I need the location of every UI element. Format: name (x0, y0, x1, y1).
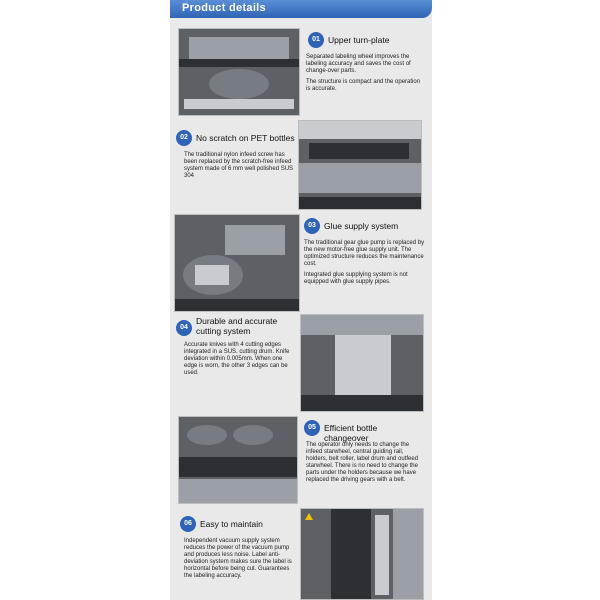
section-title: Durable and accurate cutting system (196, 316, 278, 336)
section-description: The traditional nylon infeed screw has been replaced by the scratch-free infeed system made of 6 mm well polished SUS 304 (184, 152, 294, 179)
warning-icon (305, 513, 313, 520)
section-title: Upper turn-plate (328, 35, 390, 45)
section-number-badge: 01 (308, 32, 324, 48)
infeed-system-photo (298, 120, 422, 210)
section-05 (170, 414, 432, 506)
cutting-drum-photo (300, 314, 424, 412)
section-title: Glue supply system (324, 221, 399, 231)
section-number-badge: 06 (180, 516, 196, 532)
section-number-badge: 05 (304, 420, 320, 436)
section-06 (170, 508, 432, 600)
section-description: Accurate knives with 4 cutting edges integrated in a SUS. cutting drum. Knife deviation within 0.005mm. When one edge is worn, the other 3 edges can be used. (184, 342, 290, 376)
section-02 (170, 120, 432, 210)
section-description: The traditional gear glue pump is replaced by the new motor-free glue supply unit. The optimized structure reduces the maintenance cost. Integrated glue supplying system is not equipped with glue supply pipes. (304, 240, 425, 285)
section-04 (170, 314, 432, 414)
section-03 (170, 212, 432, 312)
upper-turn-plate-photo (178, 28, 300, 116)
vacuum-system-photo (300, 508, 424, 600)
header-bar (170, 0, 432, 18)
section-number-badge: 04 (176, 320, 192, 336)
glue-supply-photo (174, 214, 300, 312)
section-number-badge: 02 (176, 130, 192, 146)
section-title: No scratch on PET bottles (196, 133, 295, 143)
section-description: Separated labeling wheel improves the labeling accuracy and saves the cost of change-over parts. The structure is compact and the operation is accurate. (306, 54, 421, 92)
section-01 (170, 26, 432, 116)
section-number-badge: 03 (304, 218, 320, 234)
bottle-changeover-photo (178, 416, 298, 504)
page-title: Product details (182, 2, 266, 14)
product-details-panel (170, 0, 432, 600)
section-description: The operator only needs to change the infeed starwheel, central guiding rail, holders, belt roller, label drum and outfeed starwheel. There is no need to change the parts under the holders because we have replaced the driving gears with a belt. (306, 442, 419, 483)
section-title: Easy to maintain (200, 519, 263, 529)
section-title: Efficient bottle changeover (324, 423, 378, 443)
section-description: Independent vacuum supply system reduces the power of the vacuum pump and produces less noise. Label anti-deviation system makes sure the label is horizontal before being cut. Guarantees the labeling accuracy. (184, 538, 292, 579)
